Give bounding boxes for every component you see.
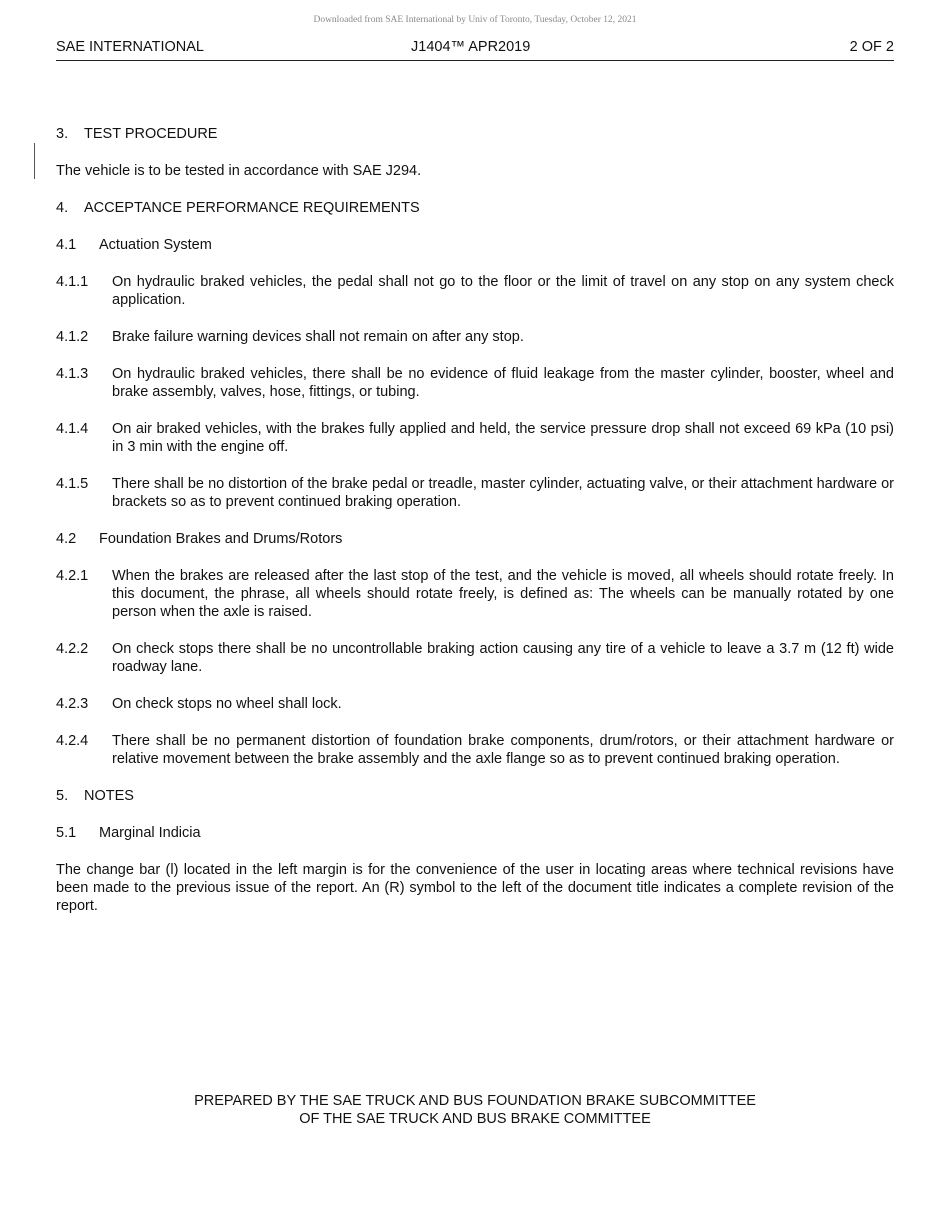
section-5-heading [56,787,894,805]
clause-4-2-1 [56,567,894,621]
section-4-1-heading [56,236,894,254]
clause-number: 4.2.2 [56,641,89,657]
clause-number: 4.2.4 [56,733,89,749]
section-number: 3. [56,126,69,142]
section-5-text: The change bar (l) located in the left margin is for the convenience of the user in locating areas where technical revisions have been made to the previous issue of the report. An (R) symbol to the left of the document title indicates a complete revision of the report. [56,862,894,914]
clause-number: 4.1.2 [56,329,89,345]
clause-4-1-5 [56,475,894,511]
clause-number: 4.1.5 [56,476,89,492]
prepared-by-footer [56,1092,894,1128]
clause-text: When the brakes are released after the last stop of the test, and the vehicle is moved, all wheels should rotate freely. In this document, the phrase, all wheels should rotate freely, is defined as: The wheels can be manually rotated by one person when the axle is raised. [112,568,894,620]
footer-line-1: PREPARED BY THE SAE TRUCK AND BUS FOUNDATION BRAKE SUBCOMMITTEE [194,1093,756,1109]
section-number: 4.1 [56,237,77,253]
header-page-number: 2 OF 2 [849,39,894,55]
clause-text: There shall be no distortion of the brake pedal or treadle, master cylinder, actuating valve, or their attachment hardware or brackets so as to prevent continued braking operation. [112,476,894,510]
clause-4-1-4 [56,420,894,456]
section-title: Foundation Brakes and Drums/Rotors [99,531,343,547]
section-4-2-heading [56,530,894,548]
header-organization: SAE INTERNATIONAL [56,39,204,55]
clause-text: On hydraulic braked vehicles, the pedal shall not go to the floor or the limit of travel on any stop on any system check application. [112,274,894,308]
clause-4-2-4 [56,732,894,768]
page-header [56,38,894,61]
section-3-text: The vehicle is to be tested in accordance with SAE J294. [56,163,422,179]
section-number: 5.1 [56,825,77,841]
clause-text: On hydraulic braked vehicles, there shall be no evidence of fluid leakage from the master cylinder, booster, wheel and brake assembly, valves, hose, fittings, or tubing. [112,366,894,400]
clause-4-1-1 [56,273,894,309]
clause-text: On check stops no wheel shall lock. [112,696,342,712]
clause-number: 4.1.4 [56,421,89,437]
clause-number: 4.2.1 [56,568,89,584]
download-watermark: Downloaded from SAE International by Univ of Toronto, Tuesday, October 12, 2021 [313,15,637,25]
clause-number: 4.1.1 [56,274,89,290]
section-title: Actuation System [99,237,212,253]
section-number: 5. [56,788,69,804]
header-document-id: J1404™ APR2019 [411,39,531,55]
document-body [56,125,894,934]
section-5-1-heading [56,824,894,842]
clause-text: On air braked vehicles, with the brakes fully applied and held, the service pressure drop shall not exceed 69 kPa (10 psi) in 3 min with the engine off. [112,421,894,455]
clause-text: On check stops there shall be no uncontrollable braking action causing any tire of a vehicle to leave a 3.7 m (12 ft) wide roadway lane. [112,641,894,675]
section-title: ACCEPTANCE PERFORMANCE REQUIREMENTS [84,200,420,216]
section-title: TEST PROCEDURE [84,126,218,142]
clause-4-1-2 [56,328,894,346]
footer-line-2: OF THE SAE TRUCK AND BUS BRAKE COMMITTEE [299,1111,651,1127]
change-bar [34,143,35,179]
section-3-heading [56,125,894,143]
section-title: NOTES [84,788,134,804]
clause-text: Brake failure warning devices shall not remain on after any stop. [112,329,524,345]
clause-number: 4.1.3 [56,366,89,382]
clause-text: There shall be no permanent distortion of foundation brake components, drum/rotors, or their attachment hardware or relative movement between the brake assembly and the axle flange so as to prevent continued braking operation. [112,733,894,767]
section-4-heading [56,199,894,217]
section-number: 4.2 [56,531,77,547]
clause-number: 4.2.3 [56,696,89,712]
clause-4-1-3 [56,365,894,401]
section-number: 4. [56,200,69,216]
clause-4-2-3 [56,695,894,713]
clause-4-2-2 [56,640,894,676]
section-title: Marginal Indicia [99,825,201,841]
